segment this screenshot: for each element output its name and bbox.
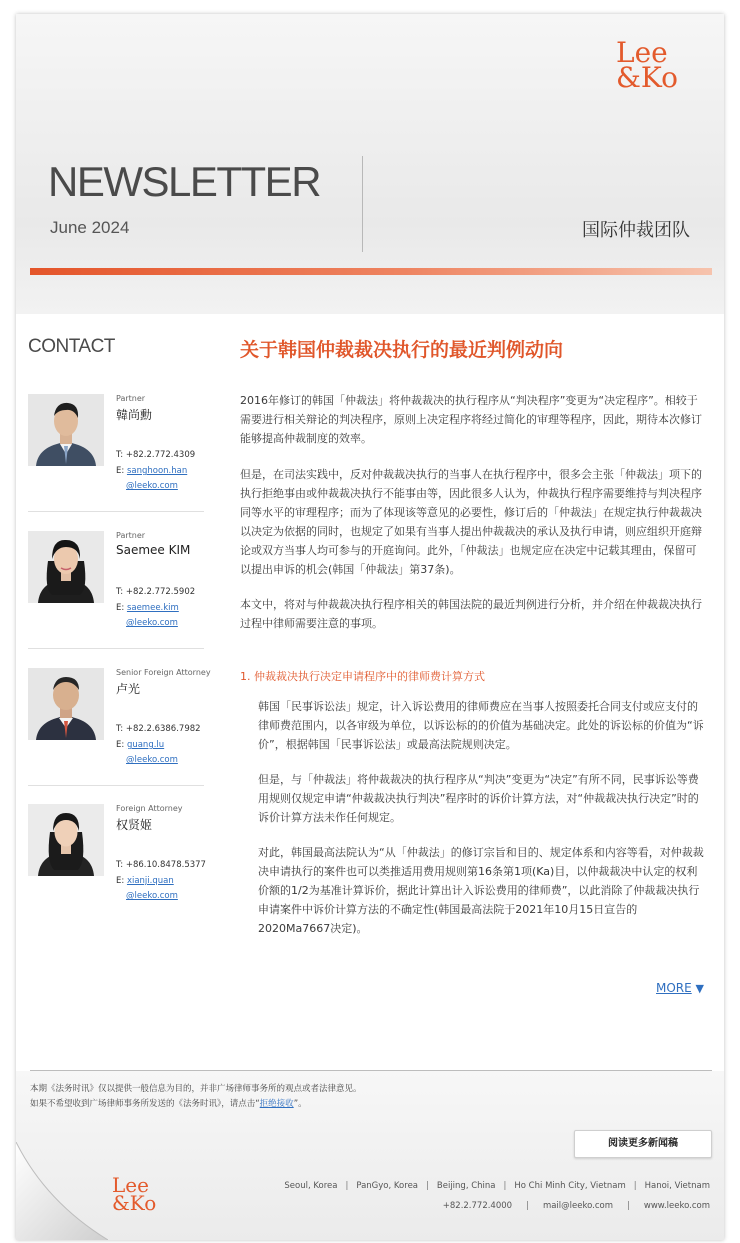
newsletter-title: NEWSLETTER: [48, 158, 321, 205]
firm-contacts: +82.2.772.4000 | mail@leeko.com | www.leeko.com: [442, 1201, 710, 1211]
contact-name: 韓尚勳: [116, 408, 153, 422]
firm-phone: +82.2.772.4000: [442, 1201, 513, 1211]
avatar: [28, 394, 104, 466]
unsubscribe-link[interactable]: 拒绝接收: [259, 1099, 294, 1109]
section-paragraph: 对此，韩国最高法院认为“从「仲裁法」的修订宗旨和目的、规定体系和内容等看，对仲裁裁决申请执行的案件也可以类推适用费用规则第16条第1项(Ka)目，以仲裁裁决中认定的权利价额的1/2为基准计算诉价，据此计算出计入诉讼费用的律师费”，以此消除了仲裁裁决执行申请案件中诉价计算方法的不确定性(韩国最高法院于2021年10月15日宣告的2020Ma7667决定)。: [258, 846, 704, 935]
contact-heading: CONTACT: [28, 336, 115, 357]
contact-email: E: saemee.kim @leeko.com: [116, 603, 179, 628]
contact-name: 权贤姬: [116, 818, 153, 832]
newsletter-date: June 2024: [50, 218, 130, 237]
contact-email: E: xianji.quan @leeko.com: [116, 876, 178, 901]
article-paragraph: 但是，在司法实践中，反对仲裁裁决执行的当事人在执行程序中，很多会主张「仲裁法」项下的执行拒绝事由或仲裁裁决执行不能事由等，因此很多人认为，仲裁执行程序需要维持与判决程序同等水平的审理程序；而为了体现该等意见的必要性，修订后的「仲裁法」在规定执行仲裁裁决以决定为依据的同时，也规定了如果有当事人提出仲裁裁决的承认及执行申请，则应组织开庭辩论或双方当事人均可参与的开庭询问。此外，「仲裁法」也规定应在决定中记载其理由，保留可以提出申诉的机会(韩国「仲裁法」第37条)。: [240, 468, 702, 576]
contact-divider: [28, 785, 204, 786]
email-link[interactable]: guang.lu: [126, 740, 165, 750]
newsletter-sheet: [16, 14, 724, 1240]
contact-role: Partner: [116, 531, 146, 540]
section-heading: 1. 仲裁裁决执行决定申请程序中的律师费计算方式: [240, 670, 485, 683]
lee-ko-logo[interactable]: Lee &Ko: [616, 36, 678, 95]
section-paragraph: 但是，与「仲裁法」将仲裁裁决的执行程序从“判决”变更为“决定”有所不同，民事诉讼等费用规则仅规定申请“仲裁裁决执行判决”程序时的诉价计算方法，对“仲裁裁决执行决定”时的诉价计算方法未作任何规定。: [258, 773, 699, 824]
email-link-domain[interactable]: @leeko.com: [126, 481, 178, 491]
firm-email[interactable]: mail@leeko.com: [542, 1201, 613, 1211]
contact-email: E: guang.lu @leeko.com: [116, 740, 178, 765]
email-link[interactable]: saemee.kim: [126, 603, 179, 613]
article-title: 关于韩国仲裁裁决执行的最近判例动向: [240, 339, 564, 361]
avatar: [28, 668, 104, 740]
page-curl-decoration: [16, 1142, 108, 1240]
contact-role: Senior Foreign Attorney: [116, 668, 211, 677]
contact-phone: T: +86.10.8478.5377: [116, 860, 206, 870]
email-link-domain[interactable]: @leeko.com: [126, 618, 178, 628]
contact-phone: T: +82.2.772.5902: [116, 587, 196, 597]
team-name: 国际仲裁团队: [582, 220, 690, 241]
firm-website[interactable]: www.leeko.com: [643, 1201, 710, 1211]
contact-email: E: sanghoon.han @leeko.com: [116, 466, 188, 491]
section-paragraph: 韩国「民事诉讼法」规定，计入诉讼费用的律师费应在当事人按照委托合同支付或应支付的律师费范围内，以各审级为单位，以诉讼标的的价值为基础决定。此处的诉讼标的价值为“诉价”，根据韩国「民事诉讼法」或最高法院规则决定。: [258, 700, 704, 751]
contact-name: Saemee KIM: [116, 543, 191, 557]
avatar: [28, 531, 104, 603]
contact-phone: T: +82.2.6386.7982: [116, 724, 201, 734]
disclaimer: 本期《法务时讯》仅以提供一般信息为目的，并非广场律师事务所的观点或者法律意见。 如果不希望收到广场律师事务所发送的《法务时讯》，请点击“拒绝接收”。: [30, 1084, 362, 1109]
newsletter-header: [16, 14, 724, 314]
avatar: [28, 804, 104, 876]
contact-divider: [28, 648, 204, 649]
email-link-domain[interactable]: @leeko.com: [126, 891, 178, 901]
more-link[interactable]: MORE ▼: [656, 981, 705, 995]
read-more-button[interactable]: 阅读更多新闻稿: [574, 1130, 712, 1158]
contact-phone: T: +82.2.772.4309: [116, 450, 196, 460]
email-link-domain[interactable]: @leeko.com: [126, 755, 178, 765]
article-paragraph: 本文中，将对与仲裁裁决执行程序相关的韩国法院的最近判例进行分析，并介绍在仲裁裁决执行过程中律师需要注意的事项。: [240, 598, 702, 630]
contact-role: Foreign Attorney: [116, 804, 183, 813]
contact-divider: [28, 511, 204, 512]
office-locations: Seoul, Korea | PanGyo, Korea | Beijing, China | Ho Chi Minh City, Vietnam | Hanoi, Vietnam: [284, 1181, 710, 1191]
contact-role: Partner: [116, 394, 146, 403]
email-link[interactable]: sanghoon.han: [126, 466, 188, 476]
triangle-down-icon: ▼: [695, 982, 705, 995]
accent-bar: [30, 268, 712, 275]
email-link[interactable]: xianji.quan: [126, 876, 174, 886]
footer-rule: [30, 1070, 712, 1071]
article-paragraph: 2016年修订的韩国「仲裁法」将仲裁裁决的执行程序从“判决程序”变更为“决定程序”。相较于需要进行相关辩论的判决程序，原则上决定程序将经过简化的审理等程序，因此，期待本次修订能够提高仲裁制度的效率。: [240, 394, 702, 445]
header-divider: [362, 156, 363, 252]
lee-ko-footer-logo[interactable]: Lee &Ko: [112, 1173, 157, 1215]
contact-name: 卢光: [116, 682, 141, 696]
